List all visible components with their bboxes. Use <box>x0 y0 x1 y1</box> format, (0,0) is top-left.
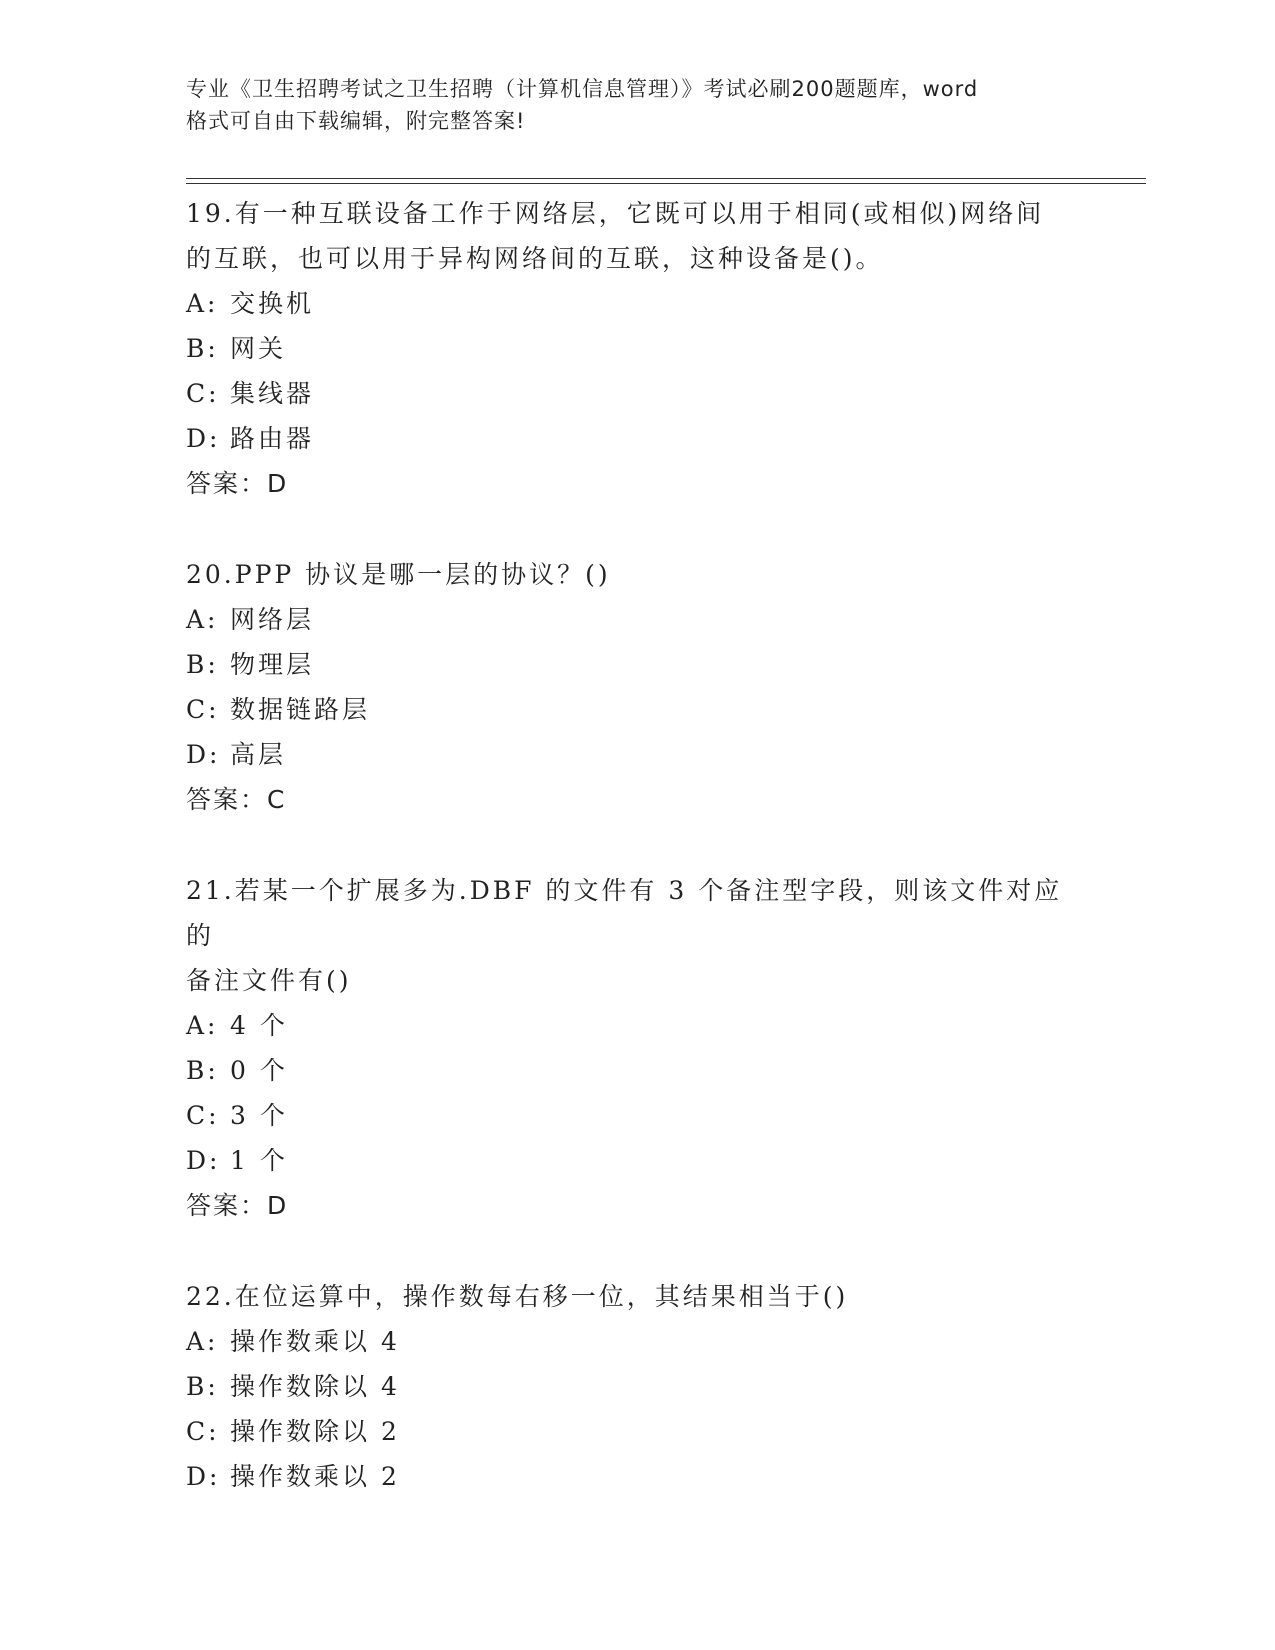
question-list <box>186 191 1086 1545</box>
option-text: 数据链路层 <box>230 695 371 724</box>
option-letter: C: <box>186 695 220 724</box>
answer-key: 答案：D <box>186 1191 289 1220</box>
header-line-1: 专业《卫生招聘考试之卫生招聘（计算机信息管理）》考试必刷200题题库，word <box>186 77 979 101</box>
option-text: 0 个 <box>230 1056 288 1085</box>
answer-option <box>186 281 1086 326</box>
option-text: 4 个 <box>230 1011 288 1040</box>
question-stem-line: 22.在位运算中，操作数每右移一位，其结果相当于() <box>186 1282 849 1311</box>
option-text: 交换机 <box>230 289 315 318</box>
question-stem-line: 19.有一种互联设备工作于网络层，它既可以用于相同(或相似)网络间 <box>186 199 1045 228</box>
header-line-2: 格式可自由下载编辑，附完整答案! <box>186 109 526 133</box>
question-block <box>186 868 1086 1228</box>
answer-option <box>186 416 1086 461</box>
answer-option <box>186 326 1086 371</box>
option-letter: C: <box>186 1101 220 1130</box>
answer-option <box>186 732 1086 777</box>
option-text: 3 个 <box>230 1101 288 1130</box>
question-stem-line: 的互联，也可以用于异构网络间的互联，这种设备是()。 <box>186 244 884 273</box>
answer-option <box>186 1048 1086 1093</box>
option-text: 物理层 <box>230 650 315 679</box>
option-letter: B: <box>186 1372 219 1401</box>
header-divider-bottom <box>186 183 1146 184</box>
option-text: 网络层 <box>230 605 315 634</box>
answer-option <box>186 597 1086 642</box>
document-header <box>186 73 1086 137</box>
option-letter: D: <box>186 1462 221 1491</box>
option-letter: D: <box>186 424 221 453</box>
option-text: 操作数乘以 2 <box>230 1462 400 1491</box>
question-stem-line: 20.PPP 协议是哪一层的协议？() <box>186 560 611 589</box>
option-text: 操作数乘以 4 <box>230 1327 400 1356</box>
option-letter: B: <box>186 334 219 363</box>
option-letter: A: <box>186 605 219 634</box>
option-letter: C: <box>186 379 220 408</box>
answer-option <box>186 1319 1086 1364</box>
question-stem-line: 21.若某一个扩展多为.DBF 的文件有 3 个备注型字段，则该文件对应的 <box>186 876 1063 950</box>
answer-option <box>186 642 1086 687</box>
option-text: 路由器 <box>230 424 315 453</box>
option-letter: D: <box>186 1146 221 1175</box>
option-text: 集线器 <box>230 379 315 408</box>
option-letter: B: <box>186 650 219 679</box>
answer-key: 答案：C <box>186 785 287 814</box>
option-letter: C: <box>186 1417 220 1446</box>
answer-option <box>186 1364 1086 1409</box>
option-text: 高层 <box>230 740 287 769</box>
option-letter: A: <box>186 1011 219 1040</box>
option-text: 1 个 <box>230 1146 288 1175</box>
answer-option <box>186 1454 1086 1499</box>
option-text: 网关 <box>230 334 287 363</box>
option-text: 操作数除以 2 <box>230 1417 400 1446</box>
option-letter: B: <box>186 1056 219 1085</box>
header-divider-top <box>186 178 1146 179</box>
question-stem-line: 备注文件有() <box>186 966 352 995</box>
answer-option <box>186 1138 1086 1183</box>
answer-option <box>186 1003 1086 1048</box>
answer-option <box>186 371 1086 416</box>
question-block <box>186 1274 1086 1499</box>
option-letter: D: <box>186 740 221 769</box>
answer-option <box>186 687 1086 732</box>
question-block <box>186 191 1086 506</box>
option-letter: A: <box>186 1327 219 1356</box>
answer-key: 答案：D <box>186 469 289 498</box>
answer-option <box>186 1409 1086 1454</box>
answer-option <box>186 1093 1086 1138</box>
option-letter: A: <box>186 289 219 318</box>
question-block <box>186 552 1086 822</box>
option-text: 操作数除以 4 <box>230 1372 400 1401</box>
